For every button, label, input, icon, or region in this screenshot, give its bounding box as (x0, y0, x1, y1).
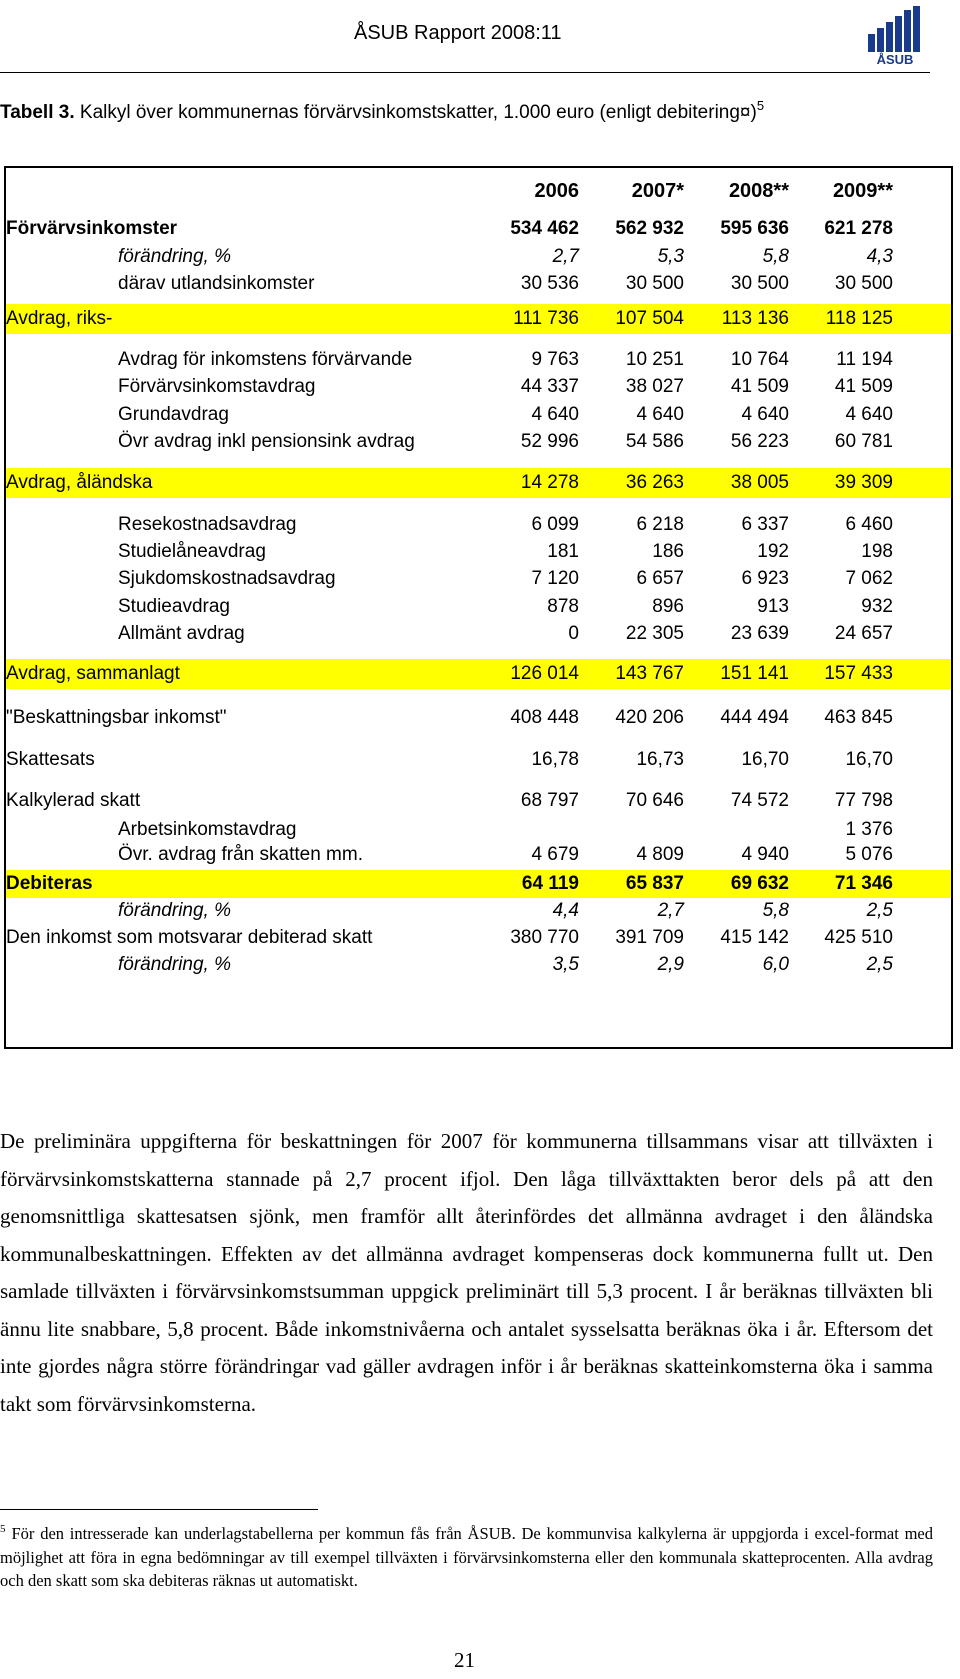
cell-value: 126 014 (510, 663, 579, 684)
footnote-ref: 5 (756, 98, 765, 113)
cell-value: 16,70 (845, 748, 893, 770)
cell-value: 4 679 (531, 844, 579, 865)
cell-value: 7 120 (531, 568, 579, 589)
cell-value: 77 798 (834, 790, 893, 811)
row-label: Avdrag, sammanlagt (6, 663, 180, 684)
cell-value: 4 640 (531, 403, 579, 425)
cell-value: 181 (547, 540, 579, 562)
cell-value: 380 770 (510, 927, 579, 948)
footnote-text: För den intresserade kan underlagstabellerna per kommun fås från ÅSUB. De kommunvisa kalkylerna är uppgjorda i excel-format med möjlighet att föra in egna bedömningar av till exempel tillväxten i förvärvsinkomsterna eller den kommunala skatteprocenten. Alla avdrag och den skatt som ska debiteras räknas ut automatiskt. (0, 1524, 933, 1590)
table-caption-text: Kalkyl över kommunernas förvärvsinkomstskatter, 1.000 euro (enligt debitering¤) (74, 102, 757, 123)
table-row (6, 787, 951, 815)
cell-value: 30 536 (520, 273, 579, 294)
cell-value: 534 462 (510, 218, 579, 239)
table-row (6, 620, 951, 648)
page-number: 21 (454, 1648, 475, 1672)
cell-value: 6 099 (531, 513, 579, 535)
row-label: Övr avdrag inkl pensionsink avdrag (118, 431, 415, 452)
cell-value: 16,78 (531, 748, 579, 770)
cell-value: 5,8 (762, 245, 789, 267)
header-rule (0, 72, 930, 73)
cell-value: 5,8 (762, 900, 789, 921)
row-label: förändring, % (118, 245, 232, 267)
cell-value: 4 640 (845, 403, 893, 425)
table-row (6, 704, 951, 732)
table-header-row (6, 176, 951, 202)
row-label: Avdrag för inkomstens förvärvande (118, 348, 413, 370)
table-row (6, 817, 951, 843)
cell-value: 415 142 (720, 927, 789, 948)
row-label: Avdrag, riks- (6, 308, 113, 329)
cell-value: 913 (757, 595, 789, 617)
cell-value: 30 500 (834, 273, 893, 294)
table-row (6, 270, 951, 298)
cell-value: 44 337 (520, 376, 579, 397)
cell-value: 186 (652, 540, 684, 562)
cell-value: 74 572 (730, 790, 789, 811)
cell-value: 420 206 (615, 707, 684, 728)
cell-value: 878 (547, 595, 579, 617)
cell-value: 38 027 (625, 376, 684, 397)
table-caption-label: Tabell 3. (0, 102, 75, 123)
report-header-title: ÅSUB Rapport 2008:11 (354, 22, 562, 44)
cell-value: 14 278 (520, 472, 579, 493)
row-label: Den inkomst som motsvarar debiterad skatt (6, 927, 373, 948)
row-label: Skattesats (6, 748, 95, 770)
cell-value: 391 709 (615, 927, 684, 948)
row-label: "Beskattningsbar inkomst" (6, 707, 227, 728)
table-row (6, 511, 951, 538)
cell-value: 41 509 (834, 376, 893, 397)
body-paragraph: De preliminära uppgifterna för beskattningen för 2007 för kommunerna tillsammans visar att tillväxten i förvärvsinkomstskatterna stannade på 2,7 procent ifjol. Den låga tillväxttakten beror dels på att den genomsnittliga skattesatsen sjönk, men framför allt återinfördes det allmänna avdraget i den åländska kommunalbeskattningen. Effekten av det allmänna avdraget kompenseras dock kommunerna fullt ut. Den samlade tillväxten i förvärvsinkomstsumman uppgick preliminärt till 5,3 procent. I år beräknas tillväxten bli ännu lite snabbare, 5,8 procent. Både inkomstnivåerna och antalet sysselsatta beräknas öka i år. Eftersom det inte gjordes några större förändringar vad gäller avdragen inför i år beräknas skatteinkomsterna öka i samma takt som förvärvsinkomsterna. (0, 1129, 933, 1416)
table-row (6, 468, 951, 498)
cell-value: 425 510 (824, 927, 893, 948)
cell-value: 4 809 (636, 844, 684, 865)
row-label: Förvärvsinkomstavdrag (118, 376, 316, 397)
cell-value: 107 504 (615, 308, 684, 329)
cell-value: 9 763 (531, 348, 579, 370)
cell-value: 22 305 (625, 623, 684, 644)
cell-value: 6,0 (762, 953, 789, 975)
table-row (6, 659, 951, 689)
cell-value: 41 509 (730, 376, 789, 397)
cell-value: 2,5 (866, 900, 893, 921)
cell-value: 39 309 (834, 472, 893, 493)
tax-calculation-table (4, 166, 953, 1049)
table-row (6, 401, 951, 428)
cell-value: 192 (757, 540, 789, 562)
column-header: 2008** (728, 180, 789, 202)
table-row (6, 565, 951, 593)
row-label: Allmänt avdrag (118, 623, 245, 644)
cell-value: 70 646 (625, 790, 684, 811)
cell-value: 10 764 (730, 348, 789, 370)
cell-value: 4,3 (866, 245, 893, 267)
table-row (6, 951, 951, 978)
cell-value: 151 141 (720, 663, 789, 684)
column-header: 2006 (534, 180, 579, 202)
column-header: 2007* (631, 180, 684, 202)
row-label: Kalkylerad skatt (6, 790, 141, 811)
cell-value: 11 194 (836, 348, 893, 370)
cell-value: 23 639 (730, 623, 789, 644)
cell-value: 118 125 (825, 308, 893, 329)
cell-value: 1 376 (845, 819, 893, 840)
cell-value: 56 223 (730, 431, 789, 452)
cell-value: 68 797 (520, 790, 579, 811)
cell-value: 54 586 (625, 431, 684, 452)
row-label: Arbetsinkomstavdrag (118, 819, 297, 840)
row-label: Debiteras (6, 873, 93, 894)
cell-value: 6 657 (636, 568, 684, 589)
cell-value: 463 845 (824, 707, 893, 728)
table-row (6, 346, 951, 373)
table-row (6, 304, 951, 334)
cell-value: 52 996 (520, 431, 579, 452)
cell-value: 932 (861, 595, 893, 617)
cell-value: 6 337 (741, 513, 789, 535)
footnote-rule (0, 1509, 318, 1510)
footnote-number: 5 (0, 1523, 6, 1535)
cell-value: 4 640 (741, 403, 789, 425)
cell-value: 6 460 (845, 513, 893, 535)
cell-value: 16,73 (636, 748, 684, 770)
cell-value: 30 500 (730, 273, 789, 294)
cell-value: 4,4 (552, 900, 579, 921)
cell-value: 444 494 (720, 707, 789, 728)
table-row (6, 538, 951, 565)
cell-value: 113 136 (721, 308, 789, 329)
cell-value: 2,7 (552, 245, 579, 267)
cell-value: 4 940 (741, 844, 789, 865)
cell-value: 5 076 (845, 844, 893, 865)
table-row (6, 428, 951, 456)
row-label: Förvärvsinkomster (6, 218, 178, 239)
cell-value: 6 923 (741, 568, 789, 589)
cell-value: 7 062 (845, 568, 893, 589)
cell-value: 6 218 (636, 513, 684, 535)
row-label: Grundavdrag (118, 403, 229, 425)
svg-text:ÅSUB: ÅSUB (876, 52, 914, 66)
cell-value: 30 500 (625, 273, 684, 294)
row-label: förändring, % (118, 953, 232, 975)
cell-value: 111 736 (513, 308, 579, 329)
cell-value: 157 433 (824, 663, 893, 684)
table-row (6, 898, 951, 924)
cell-value: 38 005 (730, 472, 789, 493)
cell-value: 24 657 (834, 623, 893, 644)
cell-value: 562 932 (615, 218, 684, 239)
row-label: därav utlandsinkomster (118, 273, 315, 294)
table-row (6, 746, 951, 773)
row-label: Avdrag, åländska (6, 472, 153, 493)
row-label: Studieavdrag (118, 595, 230, 617)
cell-value: 69 632 (730, 873, 789, 894)
row-label: Sjukdomskostnadsavdrag (118, 568, 336, 589)
table-caption (0, 98, 764, 124)
row-label: Studielåneavdrag (118, 540, 266, 562)
cell-value: 2,5 (866, 953, 893, 975)
cell-value: 60 781 (834, 431, 893, 452)
cell-value: 10 251 (625, 348, 684, 370)
asub-logo (864, 4, 926, 66)
cell-value: 2,9 (657, 953, 684, 975)
cell-value: 36 263 (625, 472, 684, 493)
cell-value: 65 837 (625, 873, 684, 894)
cell-value: 16,70 (741, 748, 789, 770)
cell-value: 198 (861, 540, 893, 562)
table-row (6, 870, 951, 898)
cell-value: 621 278 (824, 218, 893, 239)
cell-value: 5,3 (657, 245, 684, 267)
table-row (6, 593, 951, 620)
cell-value: 896 (652, 595, 684, 617)
table-row (6, 842, 951, 868)
table-row (6, 924, 951, 952)
cell-value: 595 636 (720, 218, 789, 239)
footnote (0, 1518, 933, 1593)
cell-value: 3,5 (552, 953, 579, 975)
cell-value: 71 346 (834, 873, 893, 894)
column-header: 2009** (832, 180, 893, 202)
cell-value: 4 640 (636, 403, 684, 425)
table-row (6, 373, 951, 401)
table-row (6, 243, 951, 270)
row-label: Övr. avdrag från skatten mm. (118, 844, 363, 865)
row-label: förändring, % (118, 900, 232, 921)
cell-value: 2,7 (657, 900, 684, 921)
cell-value: 408 448 (510, 707, 579, 728)
cell-value: 64 119 (521, 873, 579, 894)
cell-value: 143 767 (615, 663, 684, 684)
cell-value: 0 (568, 623, 579, 644)
row-label: Resekostnadsavdrag (118, 513, 297, 535)
table-row (6, 215, 951, 243)
